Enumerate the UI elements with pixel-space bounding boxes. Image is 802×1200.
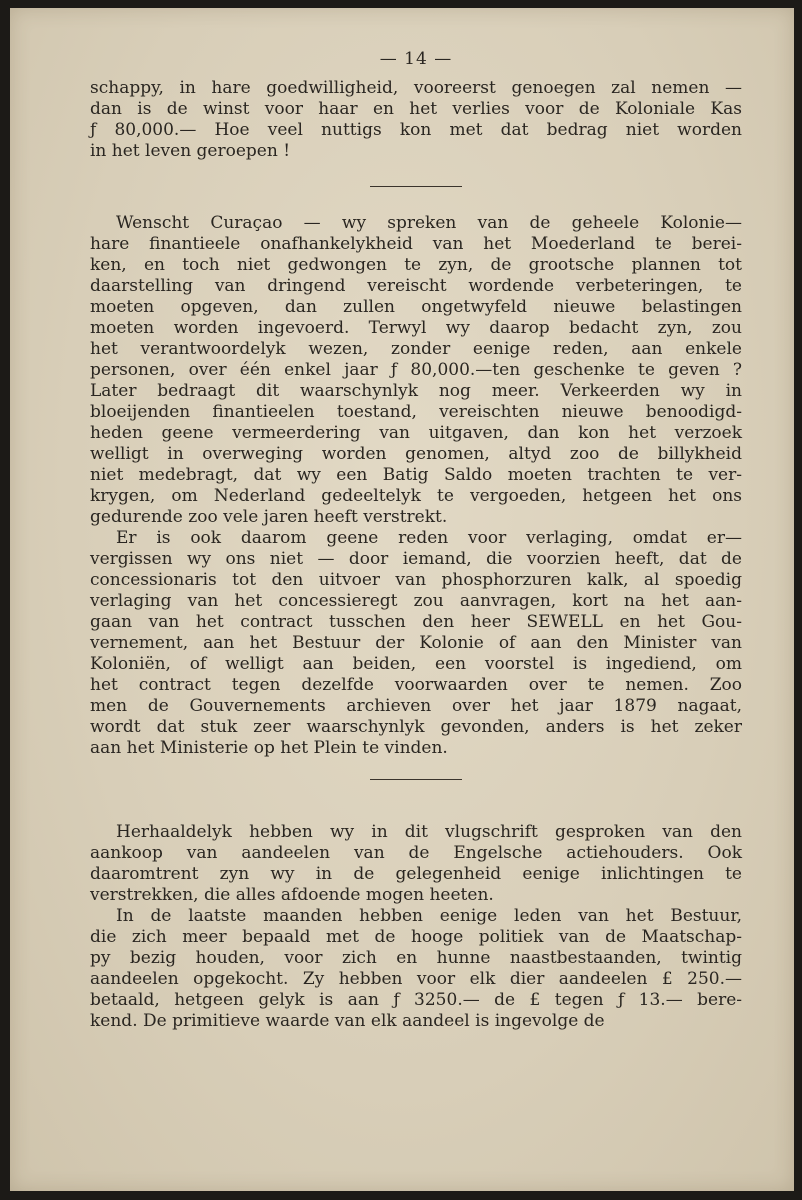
text-line: dan is de winst voor haar en het verlies voor de Koloniale Kas xyxy=(90,99,742,119)
text-line: vergissen wy ons niet — door iemand, die voorzien heeft, dat de xyxy=(90,549,742,569)
text-line: concessionaris tot den uitvoer van phosphorzuren kalk, al spoedig xyxy=(90,570,742,590)
text-line: die zich meer bepaald met de hooge politiek van de Maatschap- xyxy=(90,927,742,947)
text-line: verstrekken, die alles afdoende mogen heeten. xyxy=(90,885,494,905)
section-separator xyxy=(370,779,462,780)
text-line: verlaging van het concessieregt zou aanvragen, kort na het aan- xyxy=(90,591,742,611)
text-line: krygen, om Nederland gedeeltelyk te vergoeden, hetgeen het ons xyxy=(90,486,742,506)
text-line: wordt dat stuk zeer waarschynlyk gevonden, anders is het zeker xyxy=(90,717,742,737)
text-line: personen, over één enkel jaar ƒ 80,000.—ten geschenke te geven ? xyxy=(90,360,742,380)
text-line: bloeijenden finantieelen toestand, vereischten nieuwe benoodigd- xyxy=(90,402,742,422)
paragraph xyxy=(90,78,742,162)
text-line: betaald, hetgeen gelyk is aan ƒ 3250.— de £ tegen ƒ 13.— bere- xyxy=(90,990,742,1010)
text-line: gaan van het contract tusschen den heer SEWELL en het Gou- xyxy=(90,612,742,632)
paragraph xyxy=(90,822,742,906)
text-line: kend. De primitieve waarde van elk aandeel is ingevolge de xyxy=(90,1011,605,1031)
text-line: moeten opgeven, dan zullen ongetwyfeld nieuwe belastingen xyxy=(90,297,742,317)
section-separator xyxy=(370,186,462,187)
text-line: welligt in overweging worden genomen, altyd zoo de billykheid xyxy=(90,444,742,464)
text-line: ƒ 80,000.— Hoe veel nuttigs kon met dat bedrag niet worden xyxy=(90,120,742,140)
text-line: schappy, in hare goedwilligheid, vooreerst genoegen zal nemen — xyxy=(90,78,742,98)
text-line: hare finantieele onafhankelykheid van het Moederland te berei- xyxy=(90,234,742,254)
paragraph xyxy=(90,528,742,759)
text-line: het verantwoordelyk wezen, zonder eenige reden, aan enkele xyxy=(90,339,742,359)
text-line: ken, en toch niet gedwongen te zyn, de grootsche plannen tot xyxy=(90,255,742,275)
text-line: vernement, aan het Bestuur der Kolonie of aan den Minister van xyxy=(90,633,742,653)
page-text xyxy=(90,48,742,1032)
text-line: aankoop van aandeelen van de Engelsche actiehouders. Ook xyxy=(90,843,742,863)
text-line: men de Gouvernements archieven over het jaar 1879 nagaat, xyxy=(90,696,742,716)
text-line: daarstelling van dringend vereischt wordende verbeteringen, te xyxy=(90,276,742,296)
text-line: In de laatste maanden hebben eenige leden van het Bestuur, xyxy=(116,906,742,926)
text-line: Er is ook daarom geene reden voor verlaging, omdat er— xyxy=(116,528,742,548)
page-number: — 14 — xyxy=(379,49,453,69)
text-line: gedurende zoo vele jaren heeft verstrekt. xyxy=(90,507,448,527)
text-line: moeten worden ingevoerd. Terwyl wy daarop bedacht zyn, zou xyxy=(90,318,742,338)
page-body xyxy=(90,78,742,1032)
text-line: Later bedraagt dit waarschynlyk nog meer. Verkeerden wy in xyxy=(90,381,742,401)
text-line: Wenscht Curaçao — wy spreken van de geheele Kolonie— xyxy=(116,213,742,233)
paragraph xyxy=(90,906,742,1032)
text-line: Koloniën, of welligt aan beiden, een voorstel is ingediend, om xyxy=(90,654,742,674)
text-line: daaromtrent zyn wy in de gelegenheid eenige inlichtingen te xyxy=(90,864,742,884)
text-line: Herhaaldelyk hebben wy in dit vlugschrift gesproken van den xyxy=(116,822,742,842)
text-line: het contract tegen dezelfde voorwaarden over te nemen. Zoo xyxy=(90,675,742,695)
text-line: niet medebragt, dat wy een Batig Saldo moeten trachten te ver- xyxy=(90,465,742,485)
text-line: in het leven geroepen ! xyxy=(90,141,291,161)
document-page xyxy=(10,8,794,1191)
text-line: heden geene vermeerdering van uitgaven, dan kon het verzoek xyxy=(90,423,742,443)
text-line: py bezig houden, voor zich en hunne naastbestaanden, twintig xyxy=(90,948,742,968)
text-line: aandeelen opgekocht. Zy hebben voor elk dier aandeelen £ 250.— xyxy=(90,969,742,989)
text-line: aan het Ministerie op het Plein te vinden. xyxy=(90,738,448,758)
paragraph xyxy=(90,213,742,528)
